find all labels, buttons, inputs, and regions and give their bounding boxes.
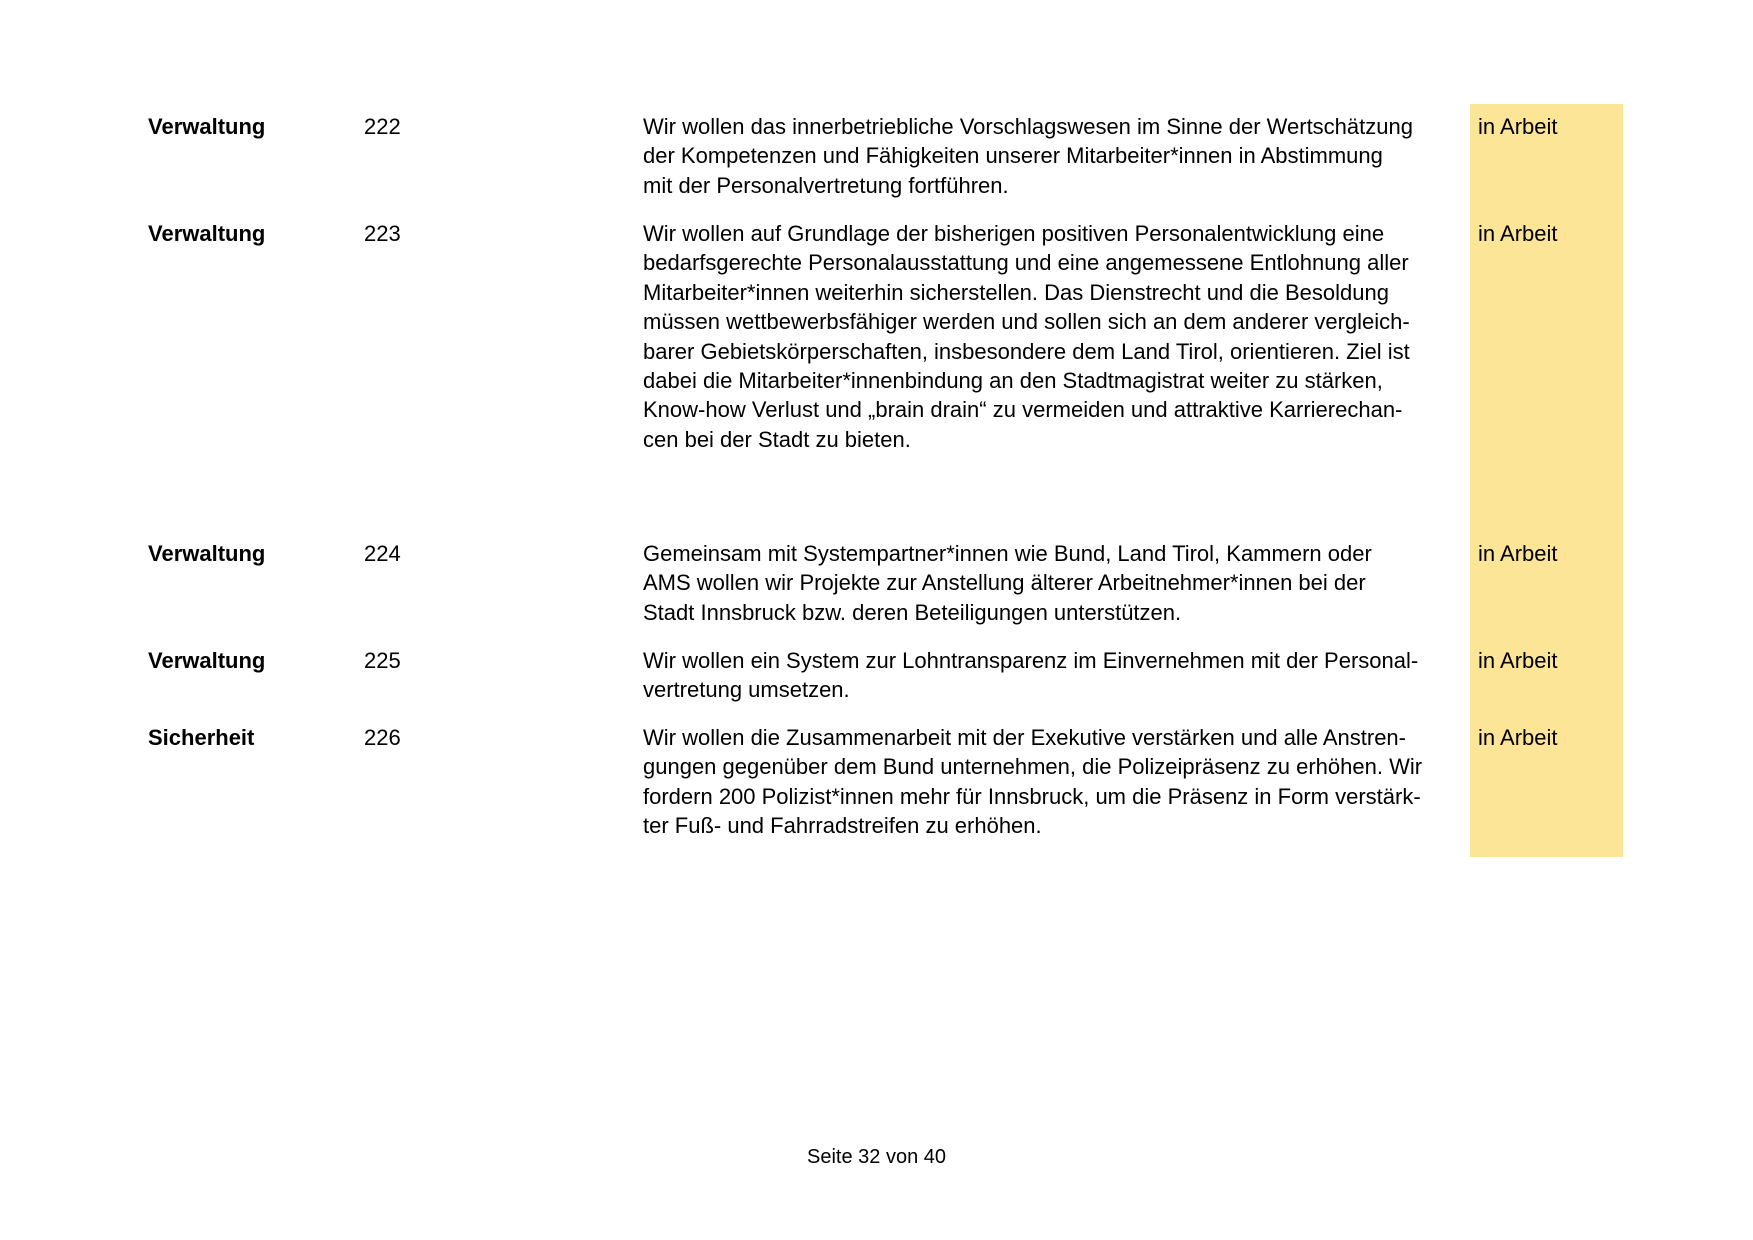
row-status: in Arbeit [1478, 725, 1558, 750]
row-status: in Arbeit [1478, 114, 1558, 139]
row-category: Verwaltung [148, 541, 266, 566]
row-number: 223 [364, 221, 401, 246]
row-number: 224 [364, 541, 401, 566]
row-description: Wir wollen ein System zur Lohntransparenz im Einvernehmen mit der Personal- vertretung umsetzen. [643, 648, 1419, 703]
row-number: 222 [364, 114, 401, 139]
row-category: Verwaltung [148, 648, 266, 673]
row-description: Gemeinsam mit Systempartner*innen wie Bund, Land Tirol, Kammern oder AMS wollen wir Projekte zur Anstellung älterer Arbeitnehmer*innen bei der Stadt Innsbruck bzw. deren Beteiligungen unterstützen. [643, 541, 1372, 625]
row-category: Sicherheit [148, 725, 255, 750]
row-status: in Arbeit [1478, 221, 1558, 246]
row-number: 225 [364, 648, 401, 673]
row-description: Wir wollen die Zusammenarbeit mit der Exekutive verstärken und alle Anstren- gungen gegenüber dem Bund unternehmen, die Polizeipräsenz zu erhöhen. Wir fordern 200 Polizist*innen mehr für Innsbruck, um die Präsenz in Form verstärk- ter Fuß- und Fahrradstreifen zu erhöhen. [643, 725, 1423, 839]
row-status: in Arbeit [1478, 648, 1558, 673]
row-number: 226 [364, 725, 401, 750]
page-number-footer: Seite 32 von 40 [807, 1146, 946, 1168]
row-category: Verwaltung [148, 114, 266, 139]
row-description: Wir wollen das innerbetriebliche Vorschlagswesen im Sinne der Wertschätzung der Kompetenzen und Fähigkeiten unserer Mitarbeiter*innen in Abstimmung mit der Personalvertretung fortführen. [643, 114, 1413, 198]
row-description: Wir wollen auf Grundlage der bisherigen positiven Personalentwicklung eine bedarfsgerechte Personalausstattung und eine angemessene Entlohnung aller Mitarbeiter*innen weiterhin sicherstellen. Das Dienstrecht und die Besoldung müssen wettbewerbsfähiger werden und sollen sich an dem anderer vergleich- barer Gebietskörperschaften, insbesondere dem Land Tirol, orientieren. Ziel ist dabei die Mitarbeiter*innenbindung an den Stadtmagistrat weiter zu stärken, Know-how Verlust und „brain drain“ zu vermeiden und attraktive Karrierechan- cen bei der Stadt zu bieten. [643, 221, 1410, 452]
row-status: in Arbeit [1478, 541, 1558, 566]
row-category: Verwaltung [148, 221, 266, 246]
